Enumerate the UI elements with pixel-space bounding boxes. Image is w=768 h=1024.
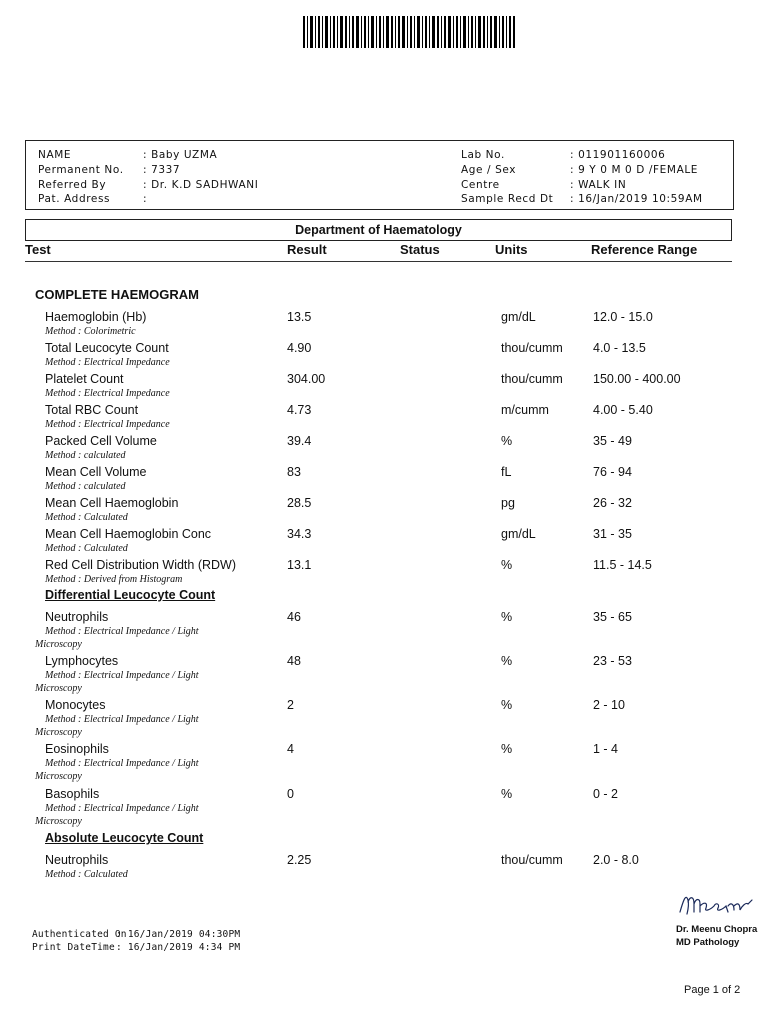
test-name: Monocytes	[45, 698, 106, 712]
test-range: 76 - 94	[593, 465, 632, 479]
test-method: Method : Electrical Impedance	[45, 388, 170, 399]
test-result: 4.90	[287, 341, 312, 355]
test-name: Eosinophils	[45, 742, 109, 756]
department-title: Department of Haematology	[25, 219, 732, 241]
test-method: Method : Calculated	[45, 512, 128, 523]
test-row	[0, 465, 768, 495]
test-method: Method : Electrical Impedance / Light Microscopy	[35, 626, 199, 650]
lab-no-value: : 011901160006	[570, 149, 666, 161]
authenticated-on	[32, 929, 241, 940]
test-units: fL	[501, 465, 512, 479]
test-result: 304.00	[287, 372, 326, 386]
header-divider	[25, 261, 732, 262]
test-name: Red Cell Distribution Width (RDW)	[45, 558, 237, 572]
doctor-signature	[676, 890, 756, 920]
test-range: 11.5 - 14.5	[593, 558, 652, 572]
test-range: 4.0 - 13.5	[593, 341, 646, 355]
test-row	[0, 496, 768, 526]
test-name: Neutrophils	[45, 853, 109, 867]
test-result: 13.1	[287, 558, 312, 572]
test-range: 26 - 32	[593, 496, 632, 510]
print-label: Print DateTime	[32, 942, 115, 953]
doctor-title: MD Pathology	[676, 937, 740, 948]
barcode-image	[303, 16, 515, 48]
test-range: 23 - 53	[593, 654, 632, 668]
test-method: Method : Calculated	[45, 543, 128, 554]
test-range: 35 - 65	[593, 610, 632, 624]
test-method: Method : calculated	[45, 450, 126, 461]
test-result: 2.25	[287, 853, 312, 867]
test-range: 2 - 10	[593, 698, 625, 712]
test-units: thou/cumm	[501, 372, 563, 386]
test-result: 39.4	[287, 434, 312, 448]
test-name: Mean Cell Haemoglobin Conc	[45, 527, 212, 541]
col-result: Result	[287, 242, 327, 257]
test-row	[0, 787, 768, 827]
test-row	[0, 558, 768, 588]
test-result: 4.73	[287, 403, 312, 417]
test-name: Total RBC Count	[45, 403, 139, 417]
authenticated-label: Authenticated On	[32, 929, 127, 940]
test-range: 1 - 4	[593, 742, 619, 756]
col-test: Test	[25, 242, 51, 257]
permanent-no-label: Permanent No.	[38, 164, 124, 176]
test-method: Method : Electrical Impedance / Light Microscopy	[35, 670, 199, 694]
test-units: %	[501, 558, 513, 572]
col-units: Units	[495, 242, 528, 257]
test-row	[0, 610, 768, 650]
doctor-name: Dr. Meenu Chopra	[676, 924, 758, 935]
test-method: Method : calculated	[45, 481, 126, 492]
test-result: 4	[287, 742, 294, 756]
name-value: : Baby UZMA	[143, 149, 218, 161]
test-units: %	[501, 654, 513, 668]
test-name: Neutrophils	[45, 610, 109, 624]
test-range: 12.0 - 15.0	[593, 310, 653, 324]
test-name: Platelet Count	[45, 372, 124, 386]
address-value: :	[143, 193, 148, 205]
test-result: 34.3	[287, 527, 312, 541]
age-sex-value: : 9 Y 0 M 0 D /FEMALE	[570, 164, 699, 176]
test-name: Mean Cell Volume	[45, 465, 147, 479]
test-units: gm/dL	[501, 310, 536, 324]
test-range: 4.00 - 5.40	[593, 403, 653, 417]
test-row	[0, 372, 768, 402]
section-title: COMPLETE HAEMOGRAM	[35, 287, 199, 302]
test-units: %	[501, 742, 513, 756]
test-units: thou/cumm	[501, 341, 563, 355]
test-range: 0 - 2	[593, 787, 619, 801]
test-row	[0, 742, 768, 782]
test-row	[0, 698, 768, 738]
test-result: 13.5	[287, 310, 312, 324]
lab-no-label: Lab No.	[461, 149, 505, 161]
test-units: gm/dL	[501, 527, 536, 541]
test-method: Method : Derived from Histogram	[45, 574, 183, 585]
test-units: thou/cumm	[501, 853, 563, 867]
authenticated-value: : 16/Jan/2019 04:30PM	[116, 929, 241, 940]
centre-label: Centre	[461, 179, 500, 191]
patient-info-box	[25, 140, 734, 210]
test-units: %	[501, 698, 513, 712]
test-row	[0, 434, 768, 464]
page-number: Page 1 of 2	[684, 984, 741, 996]
test-name: Total Leucocyte Count	[45, 341, 169, 355]
test-units: m/cumm	[501, 403, 549, 417]
test-method: Method : Calculated	[45, 869, 128, 880]
sample-date-value: : 16/Jan/2019 10:59AM	[570, 193, 703, 205]
test-method: Method : Electrical Impedance / Light Microscopy	[35, 714, 199, 738]
test-range: 150.00 - 400.00	[593, 372, 681, 386]
differential-title: Differential Leucocyte Count	[45, 588, 216, 602]
referred-by-value: : Dr. K.D SADHWANI	[143, 179, 259, 191]
permanent-no-value: : 7337	[143, 164, 181, 176]
test-result: 83	[287, 465, 301, 479]
print-value: : 16/Jan/2019 4:34 PM	[116, 942, 241, 953]
test-name: Mean Cell Haemoglobin	[45, 496, 179, 510]
age-sex-label: Age / Sex	[461, 164, 517, 176]
name-label: NAME	[38, 149, 72, 161]
test-method: Method : Electrical Impedance	[45, 357, 170, 368]
test-row	[0, 341, 768, 371]
test-row	[0, 853, 768, 883]
test-method: Method : Colorimetric	[45, 326, 136, 337]
test-row	[0, 310, 768, 340]
test-method: Method : Electrical Impedance	[45, 419, 170, 430]
print-datetime	[32, 942, 241, 953]
test-method: Method : Electrical Impedance / Light Microscopy	[35, 758, 199, 782]
col-status: Status	[400, 242, 440, 257]
sample-date-label: Sample Recd Dt	[461, 193, 554, 205]
test-range: 31 - 35	[593, 527, 632, 541]
test-units: %	[501, 434, 513, 448]
test-result: 46	[287, 610, 301, 624]
test-result: 0	[287, 787, 294, 801]
col-reference: Reference Range	[591, 242, 698, 257]
test-name: Lymphocytes	[45, 654, 119, 668]
test-row	[0, 654, 768, 694]
test-method: Method : Electrical Impedance / Light Microscopy	[35, 803, 199, 827]
test-name: Packed Cell Volume	[45, 434, 157, 448]
test-result: 2	[287, 698, 294, 712]
absolute-title: Absolute Leucocyte Count	[45, 831, 204, 845]
test-name: Haemoglobin (Hb)	[45, 310, 147, 324]
test-range: 2.0 - 8.0	[593, 853, 639, 867]
test-units: pg	[501, 496, 515, 510]
referred-by-label: Referred By	[38, 179, 107, 191]
test-row	[0, 403, 768, 433]
test-result: 28.5	[287, 496, 312, 510]
test-name: Basophils	[45, 787, 100, 801]
address-label: Pat. Address	[38, 193, 111, 205]
test-units: %	[501, 787, 513, 801]
test-units: %	[501, 610, 513, 624]
test-result: 48	[287, 654, 301, 668]
centre-value: : WALK IN	[570, 179, 627, 191]
test-row	[0, 527, 768, 557]
test-range: 35 - 49	[593, 434, 632, 448]
